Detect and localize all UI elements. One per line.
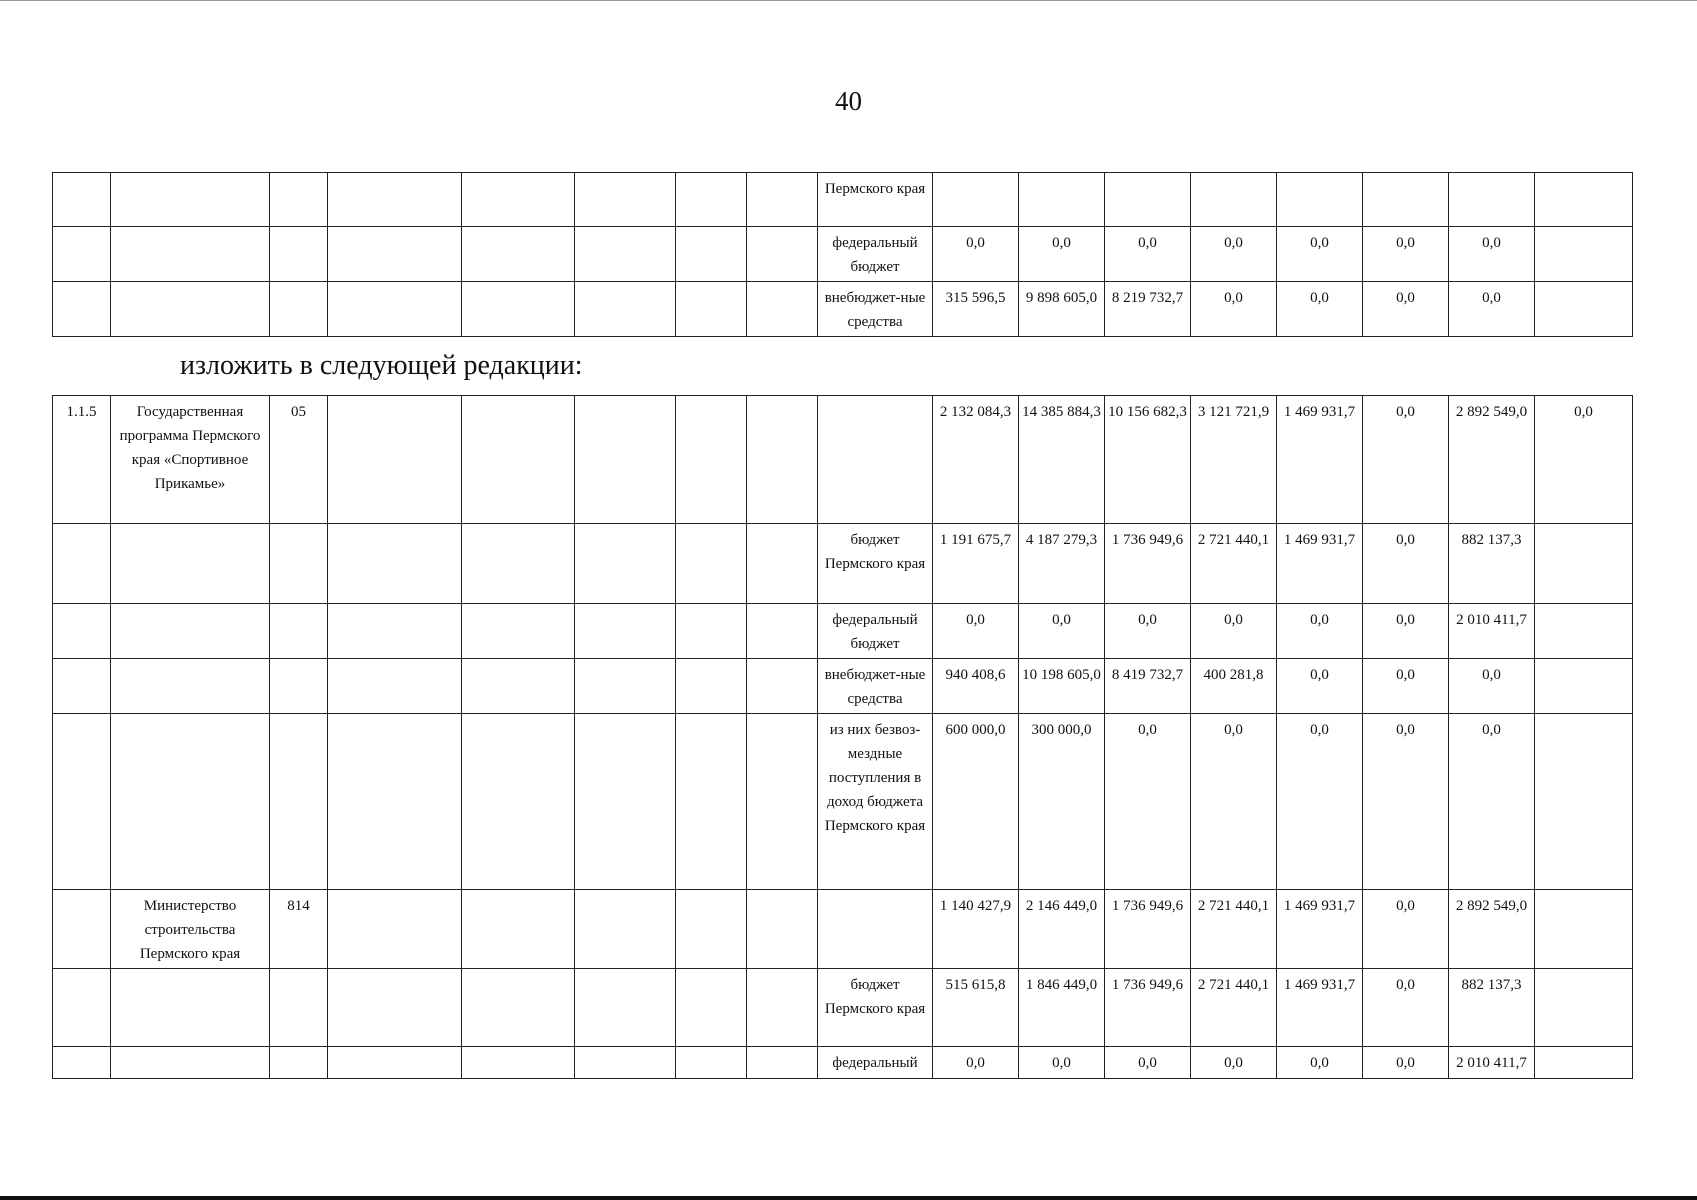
table-cell: внебюджет-ные средства <box>818 282 933 337</box>
table-cell: 1 469 931,7 <box>1277 969 1363 1047</box>
table-cell <box>270 524 328 604</box>
table-cell <box>53 604 111 659</box>
table-cell: 0,0 <box>933 604 1019 659</box>
table-cell <box>933 173 1019 227</box>
table-cell <box>747 890 818 969</box>
table-cell <box>747 396 818 524</box>
table-cell <box>111 714 270 890</box>
table-cell <box>1535 714 1633 890</box>
table-cell: 1.1.5 <box>53 396 111 524</box>
table-cell <box>575 524 676 604</box>
table-cell: 1 846 449,0 <box>1019 969 1105 1047</box>
table-cell: Пермского края <box>818 173 933 227</box>
table-cell <box>328 524 462 604</box>
table-cell <box>462 890 575 969</box>
table-cell <box>462 1047 575 1079</box>
table-cell <box>111 604 270 659</box>
table-cell <box>270 227 328 282</box>
table-cell <box>747 714 818 890</box>
table-cell: 0,0 <box>1019 227 1105 282</box>
table-cell: 0,0 <box>1277 659 1363 714</box>
table-cell: 0,0 <box>1363 396 1449 524</box>
table-cell <box>1019 173 1105 227</box>
table-cell: 0,0 <box>1191 1047 1277 1079</box>
table-cell <box>111 969 270 1047</box>
table-cell: 0,0 <box>1019 604 1105 659</box>
table-row <box>53 1047 1633 1079</box>
scan-bottom-edge <box>0 1196 1697 1200</box>
table-cell: 0,0 <box>1277 282 1363 337</box>
table-cell <box>676 1047 747 1079</box>
table-cell: 2 146 449,0 <box>1019 890 1105 969</box>
table-cell: бюджет Пермского края <box>818 969 933 1047</box>
table-cell: 05 <box>270 396 328 524</box>
table-cell <box>462 969 575 1047</box>
table-cell <box>328 227 462 282</box>
table-cell <box>1535 890 1633 969</box>
table-cell: 0,0 <box>1105 714 1191 890</box>
table-cell: 0,0 <box>1191 604 1277 659</box>
table-cell: федеральный <box>818 1047 933 1079</box>
table-cell <box>1535 969 1633 1047</box>
table-cell <box>676 282 747 337</box>
table-cell: Министерство строительства Пермского края <box>111 890 270 969</box>
table-cell: 0,0 <box>1363 604 1449 659</box>
table-cell: 10 156 682,3 <box>1105 396 1191 524</box>
scan-top-edge <box>0 0 1697 1</box>
table-row <box>53 173 1633 227</box>
table-cell: 0,0 <box>1449 282 1535 337</box>
table-cell <box>270 604 328 659</box>
table-cell <box>111 282 270 337</box>
table-cell <box>462 282 575 337</box>
table-cell: 0,0 <box>1277 1047 1363 1079</box>
table-cell <box>53 173 111 227</box>
table-cell <box>53 227 111 282</box>
table-row <box>53 969 1633 1047</box>
table-cell <box>575 659 676 714</box>
table-cell <box>1363 173 1449 227</box>
table-cell <box>270 1047 328 1079</box>
table-cell: 2 010 411,7 <box>1449 1047 1535 1079</box>
table-cell: 0,0 <box>1363 282 1449 337</box>
table-cell: федеральный бюджет <box>818 604 933 659</box>
table-cell: 1 469 931,7 <box>1277 396 1363 524</box>
table-row <box>53 659 1633 714</box>
table-cell: 4 187 279,3 <box>1019 524 1105 604</box>
table-cell: 300 000,0 <box>1019 714 1105 890</box>
table-cell <box>1277 173 1363 227</box>
table-cell <box>270 173 328 227</box>
table-cell <box>111 173 270 227</box>
table-cell <box>747 1047 818 1079</box>
table-cell <box>575 282 676 337</box>
table-row <box>53 604 1633 659</box>
table-cell: 9 898 605,0 <box>1019 282 1105 337</box>
table-cell <box>676 890 747 969</box>
table-cell: 0,0 <box>1277 714 1363 890</box>
table-cell: 1 736 949,6 <box>1105 524 1191 604</box>
table-cell <box>575 890 676 969</box>
table-cell: 8 219 732,7 <box>1105 282 1191 337</box>
table-cell <box>1105 173 1191 227</box>
table-row <box>53 227 1633 282</box>
table-cell: федеральный бюджет <box>818 227 933 282</box>
table-cell: 10 198 605,0 <box>1019 659 1105 714</box>
table-cell <box>747 524 818 604</box>
table-cell: из них безвоз-мездные поступления в доход бюджета Пермского края <box>818 714 933 890</box>
table-cell: 814 <box>270 890 328 969</box>
instruction-text: изложить в следующей редакции: <box>180 350 583 381</box>
table-cell <box>53 714 111 890</box>
table-cell <box>270 969 328 1047</box>
table-cell <box>53 969 111 1047</box>
table-cell <box>328 969 462 1047</box>
table-cell: 2 721 440,1 <box>1191 969 1277 1047</box>
table-cell: 515 615,8 <box>933 969 1019 1047</box>
table-cell <box>1535 227 1633 282</box>
table-cell <box>328 659 462 714</box>
table-cell <box>575 396 676 524</box>
table-cell: 2 010 411,7 <box>1449 604 1535 659</box>
table-cell <box>1535 659 1633 714</box>
table-cell <box>462 659 575 714</box>
table-cell <box>270 282 328 337</box>
table-row <box>53 524 1633 604</box>
table-cell: 1 191 675,7 <box>933 524 1019 604</box>
table-cell <box>53 890 111 969</box>
table-cell <box>462 396 575 524</box>
table-cell <box>575 173 676 227</box>
table-cell: 2 892 549,0 <box>1449 396 1535 524</box>
table-cell <box>1535 604 1633 659</box>
table-row <box>53 282 1633 337</box>
table-cell: 1 469 931,7 <box>1277 524 1363 604</box>
table-cell: 0,0 <box>1363 227 1449 282</box>
table-cell: внебюджет-ные средства <box>818 659 933 714</box>
table-cell <box>462 524 575 604</box>
table-cell <box>53 524 111 604</box>
table-cell: 0,0 <box>933 227 1019 282</box>
table-cell: 0,0 <box>1019 1047 1105 1079</box>
table-cell <box>747 969 818 1047</box>
table-cell: 1 736 949,6 <box>1105 890 1191 969</box>
table-cell <box>328 604 462 659</box>
table-cell: 0,0 <box>1105 604 1191 659</box>
table-cell <box>53 659 111 714</box>
table-cell: 0,0 <box>1277 604 1363 659</box>
table-cell <box>111 227 270 282</box>
table-cell: 1 140 427,9 <box>933 890 1019 969</box>
table-cell: 0,0 <box>1449 227 1535 282</box>
page-number: 40 <box>835 86 862 116</box>
table-cell: 8 419 732,7 <box>1105 659 1191 714</box>
table-cell: 0,0 <box>1363 890 1449 969</box>
table-cell <box>676 659 747 714</box>
table-cell <box>575 714 676 890</box>
table-row <box>53 890 1633 969</box>
table-cell: 0,0 <box>1363 1047 1449 1079</box>
table-cell: 0,0 <box>1449 714 1535 890</box>
table-cell <box>328 714 462 890</box>
table-cell: 1 736 949,6 <box>1105 969 1191 1047</box>
table-cell <box>462 227 575 282</box>
table-cell <box>676 524 747 604</box>
table-cell: 0,0 <box>1363 659 1449 714</box>
table-cell <box>53 1047 111 1079</box>
table-cell <box>676 227 747 282</box>
main-budget-table <box>52 395 1633 1079</box>
table-cell <box>575 604 676 659</box>
table-cell <box>676 714 747 890</box>
table-cell <box>676 396 747 524</box>
table-cell: 2 721 440,1 <box>1191 524 1277 604</box>
table-cell <box>462 714 575 890</box>
table-cell: 2 892 549,0 <box>1449 890 1535 969</box>
table-cell <box>676 604 747 659</box>
table-cell <box>111 659 270 714</box>
table-cell: 0,0 <box>1191 227 1277 282</box>
table-cell: 0,0 <box>1363 524 1449 604</box>
table-cell <box>818 890 933 969</box>
table-cell: 14 385 884,3 <box>1019 396 1105 524</box>
table-cell: Государственная программа Пермского края «Спортивное Прикамье» <box>111 396 270 524</box>
table-cell: 600 000,0 <box>933 714 1019 890</box>
table-cell <box>747 282 818 337</box>
table-cell <box>747 604 818 659</box>
table-cell <box>1449 173 1535 227</box>
table-cell <box>575 969 676 1047</box>
table-cell: 0,0 <box>1449 659 1535 714</box>
table-cell: 2 132 084,3 <box>933 396 1019 524</box>
table-cell: 0,0 <box>1191 714 1277 890</box>
table-cell <box>53 282 111 337</box>
table-cell <box>270 714 328 890</box>
table-cell: 0,0 <box>1191 282 1277 337</box>
table-cell: 882 137,3 <box>1449 969 1535 1047</box>
table-cell: 940 408,6 <box>933 659 1019 714</box>
table-cell <box>1191 173 1277 227</box>
top-budget-table <box>52 172 1633 337</box>
table-cell: 0,0 <box>1105 227 1191 282</box>
table-cell: 400 281,8 <box>1191 659 1277 714</box>
table-cell <box>462 173 575 227</box>
table-cell: 0,0 <box>1535 396 1633 524</box>
table-cell <box>1535 282 1633 337</box>
table-cell <box>462 604 575 659</box>
table-cell <box>111 1047 270 1079</box>
table-cell: 3 121 721,9 <box>1191 396 1277 524</box>
table-cell <box>747 173 818 227</box>
table-cell <box>575 1047 676 1079</box>
table-cell <box>1535 524 1633 604</box>
table-cell: бюджет Пермского края <box>818 524 933 604</box>
table-cell: 0,0 <box>1105 1047 1191 1079</box>
table-cell <box>1535 173 1633 227</box>
table-cell <box>328 890 462 969</box>
table-cell <box>747 659 818 714</box>
table-cell <box>328 396 462 524</box>
table-cell: 315 596,5 <box>933 282 1019 337</box>
table-cell: 0,0 <box>1363 969 1449 1047</box>
table-cell <box>328 173 462 227</box>
table-cell: 882 137,3 <box>1449 524 1535 604</box>
table-cell <box>328 1047 462 1079</box>
table-cell <box>270 659 328 714</box>
table-cell: 2 721 440,1 <box>1191 890 1277 969</box>
table-row <box>53 396 1633 524</box>
table-cell: 0,0 <box>1277 227 1363 282</box>
table-row <box>53 714 1633 890</box>
table-cell <box>747 227 818 282</box>
table-cell <box>575 227 676 282</box>
table-cell: 0,0 <box>1363 714 1449 890</box>
table-cell <box>676 969 747 1047</box>
table-cell <box>676 173 747 227</box>
table-cell: 0,0 <box>933 1047 1019 1079</box>
table-cell <box>818 396 933 524</box>
table-cell <box>328 282 462 337</box>
table-cell <box>1535 1047 1633 1079</box>
table-cell <box>111 524 270 604</box>
table-cell: 1 469 931,7 <box>1277 890 1363 969</box>
